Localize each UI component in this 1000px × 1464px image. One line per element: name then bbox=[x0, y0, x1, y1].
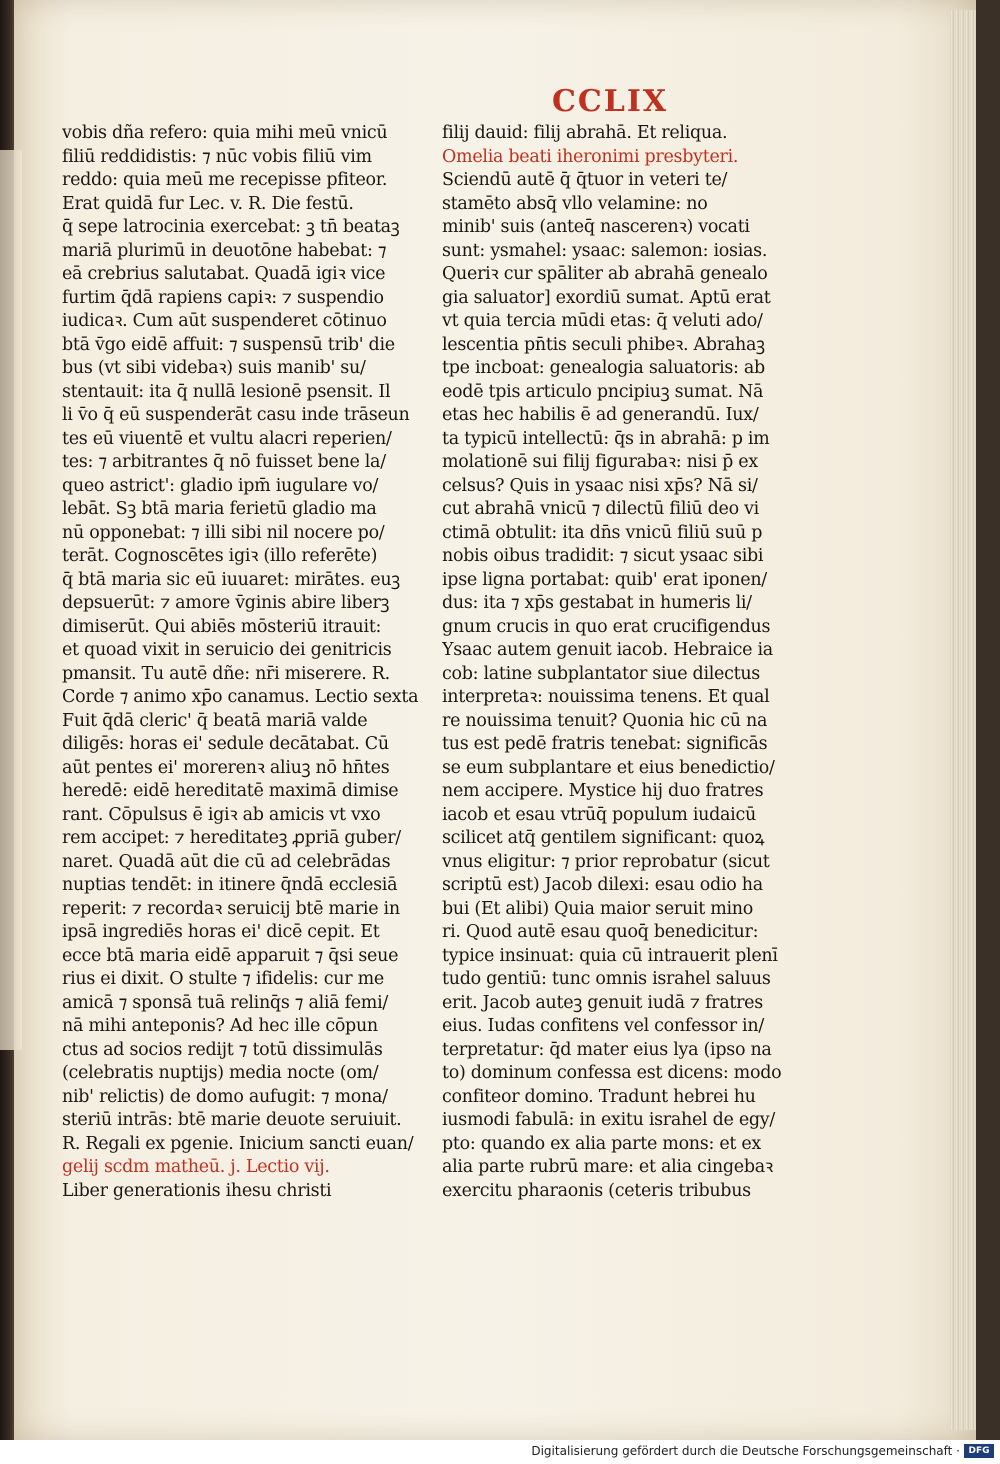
text-line: terāt. Cognoscētes igiꝛ (illo referēte) bbox=[62, 546, 378, 566]
text-line: sunt: ysmahel: ysaac: salemon: iosias. bbox=[442, 240, 768, 261]
text-line: q̄ btā maria sic eū iuuaret: mirātes. euꝫ bbox=[62, 569, 400, 590]
text-line: tus est pedē fratris tenebat: significās bbox=[442, 734, 768, 754]
text-line: amicā ⁊ sponsā tuā relinq̄s ⁊ aliā femi/ bbox=[62, 992, 388, 1013]
text-line: bus (vt sibi videbaꝛ) suis manib' su/ bbox=[62, 358, 366, 378]
text-line: vt quia tercia mūdi etas: q̄ veluti ado/ bbox=[442, 311, 763, 331]
text-line: gia saluator] exordiū sumat. Aptū erat bbox=[442, 287, 771, 308]
text-line: scilicet atq̄ gentilem significant: quoꝝ bbox=[442, 828, 765, 848]
text-line: queo astrict': gladio ipm̄ iugulare vo/ bbox=[62, 475, 379, 496]
text-line: celsus? Quis in ysaac nisi xp̄s? Nā si/ bbox=[442, 475, 758, 496]
text-line: lescentia pn̄tis seculi phibeꝛ. Abrahaꝫ bbox=[442, 334, 765, 355]
text-line: nib' relictis) de domo aufugit: ⁊ mona/ bbox=[62, 1086, 388, 1107]
text-line: heredē: eidē hereditatē maximā dimise bbox=[62, 781, 399, 801]
text-line: diligēs: horas ei' sedule decātabat. Cū bbox=[62, 734, 389, 754]
text-line: gnum crucis in quo erat crucifigendus bbox=[442, 616, 771, 637]
text-line: steriū intrās: btē marie deuote seruiuit. bbox=[62, 1110, 402, 1130]
text-line: interpretaꝛ: nouissima tenens. Et qual bbox=[442, 687, 770, 707]
text-line: etas hec habilis ē ad generandū. Iux/ bbox=[442, 405, 759, 425]
text-line: pto: quando ex alia parte mons: et ex bbox=[442, 1133, 761, 1154]
text-line: confiteor domino. Tradunt hebrei hu bbox=[442, 1086, 756, 1107]
text-line: et quoad vixit in seruicio dei genitricis bbox=[62, 640, 392, 660]
text-line: Corde ⁊ animo xp̄o canamus. Lectio sexta bbox=[62, 687, 419, 707]
text-line: minib' suis (anteq̄ nascerenꝛ) vocati bbox=[442, 217, 750, 237]
text-line: scriptū est) Jacob dilexi: esau odio ha bbox=[442, 875, 763, 895]
text-line: (celebratis nuptijs) media nocte (om/ bbox=[62, 1063, 379, 1083]
text-line: tpe incboat: genealogia saluatoris: ab bbox=[442, 358, 765, 378]
text-line: bui (Et alibi) Quia maior seruit mino bbox=[442, 898, 754, 919]
text-line: ctimā obtulit: ita dn̄s vnicū filiū suū p bbox=[442, 522, 763, 543]
text-line: molationē sui filij figurabaꝛ: nisi p̄ ex bbox=[442, 452, 758, 472]
text-line: aūt pentes ei' morerenꝛ aliuꝫ nō hn̄tes bbox=[62, 757, 390, 778]
text-line: cob: latine subplantator siue dilectus bbox=[442, 663, 760, 684]
text-line: rant. Cōpulsus ē igiꝛ ab amicis vt vxo bbox=[62, 804, 381, 825]
text-line: Liber generationis ihesu christi bbox=[62, 1180, 332, 1201]
text-line: nū opponebat: ⁊ illi sibi nil nocere po/ bbox=[62, 522, 385, 543]
text-line: nuptias tendēt: in itinere q̄ndā ecclesiā bbox=[62, 875, 398, 895]
text-line: depsuerūt: ⁊ amore v̄ginis abire liberꝫ bbox=[62, 593, 390, 613]
text-line: li v̄o q̄ eū suspenderāt casu inde trāseun bbox=[62, 405, 410, 425]
text-line: stamēto absq̄ vllo velamine: no bbox=[442, 193, 708, 214]
text-line: q̄ sepe latrocinia exercebat: ꝫ tn̄ beataꝫ bbox=[62, 217, 400, 237]
text-line: naret. Quadā aūt die cū ad celebrādas bbox=[62, 851, 391, 872]
footer-bar bbox=[0, 1440, 1000, 1464]
text-line: to) dominum confessa est dicens: modo bbox=[442, 1063, 782, 1083]
text-line: mariā plurimū in deuotōne habebat: ⁊ bbox=[62, 240, 387, 261]
text-line: se eum subplantare et eius benedictio/ bbox=[442, 757, 775, 778]
left-column bbox=[62, 122, 422, 1203]
text-line: rem accipet: ⁊ hereditateꝫ ꝓpriā guber/ bbox=[62, 828, 401, 848]
text-line: lebāt. Sꝫ btā maria ferietū gladio ma bbox=[62, 499, 377, 519]
text-line: ipse ligna portabat: quib' erat iponen/ bbox=[442, 569, 767, 590]
right-column bbox=[442, 122, 792, 1203]
previous-page-edge bbox=[0, 150, 22, 1050]
text-line: iusmodi fabulā: in exitu israhel de egy/ bbox=[442, 1110, 775, 1130]
text-line: eius. Iudas confitens vel confessor in/ bbox=[442, 1016, 764, 1036]
text-line: ecce btā maria eidē apparuit ⁊ q̄si seue bbox=[62, 945, 399, 966]
text-line: ipsā ingrediēs horas ei' dicē cepit. Et bbox=[62, 922, 380, 942]
text-line: erit. Jacob auteꝫ genuit iudā ⁊ fratres bbox=[442, 992, 763, 1013]
text-line: rius ei dixit. O stulte ⁊ ifidelis: cur me bbox=[62, 969, 384, 989]
text-line: tudo gentiū: tunc omnis israhel saluus bbox=[442, 969, 771, 989]
text-line: ri. Quod autē esau quoq̄ benedicitur: bbox=[442, 922, 759, 942]
text-line: R. Regali ex pgenie. Inicium sancti euan/ bbox=[62, 1133, 414, 1154]
text-line: Fuit q̄dā cleric' q̄ beatā mariā valde bbox=[62, 710, 368, 731]
funding-credit: Digitalisierung gefördert durch die Deutsche Forschungsgemeinschaft · bbox=[531, 1444, 960, 1458]
text-line: filij dauid: filij abrahā. Et reliqua. bbox=[442, 123, 728, 143]
text-line: ctus ad socios redijt ⁊ totū dissimulās bbox=[62, 1039, 383, 1060]
text-line: alia parte rubrū mare: et alia cingebaꝛ bbox=[442, 1157, 773, 1177]
text-line: vnus eligitur: ⁊ prior reprobatur (sicut bbox=[442, 851, 770, 872]
text-line: eā crebrius salutabat. Quadā igiꝛ vice bbox=[62, 264, 386, 284]
text-line: stentauit: ita q̄ nullā lesionē psensit. Il bbox=[62, 381, 391, 402]
text-line: cut abrahā vnicū ⁊ dilectū filiū deo vi bbox=[442, 499, 759, 519]
text-line: furtim q̄dā rapiens capiꝛ: ⁊ suspendio bbox=[62, 287, 384, 308]
text-line: btā v̄go eidē affuit: ⁊ suspensū trib' die bbox=[62, 334, 395, 355]
text-line: ta typicū intellectū: q̄s in abrahā: p im bbox=[442, 428, 770, 449]
text-line: exercitu pharaonis (ceteris tribubus bbox=[442, 1180, 751, 1201]
text-line: reddo: quia meū me recepisse pfiteor. bbox=[62, 170, 388, 190]
text-line: dimiserūt. Qui abiēs mōsteriū itrauit: bbox=[62, 616, 382, 637]
text-line: Queriꝛ cur spāliter ab abrahā genealo bbox=[442, 264, 768, 284]
text-line: typice insinuat: quia cū intrauerit plenī bbox=[442, 945, 778, 966]
text-line: re nouissima tenuit? Quonia hic cū na bbox=[442, 710, 768, 731]
text-line: gelij scdm matheū. j. Lectio vij. bbox=[62, 1157, 330, 1177]
text-line: reperit: ⁊ recordaꝛ seruicij btē marie in bbox=[62, 898, 400, 919]
text-line: eodē tpis articulo pncipiuꝫ sumat. Nā bbox=[442, 381, 764, 402]
text-line: vobis dña refero: quia mihi meū vnicū bbox=[62, 123, 388, 143]
text-line: dus: ita ⁊ xp̄s gestabat in humeris li/ bbox=[442, 593, 752, 613]
text-line: nā mihi anteponis? Ad hec ille cōpun bbox=[62, 1016, 378, 1036]
text-line: filiū reddidistis: ⁊ nūc vobis filiū vim bbox=[62, 146, 372, 167]
page-edges bbox=[950, 10, 976, 1430]
text-line: terpretatur: q̄d mater eius lya (ipso na bbox=[442, 1039, 772, 1060]
text-line: nobis oibus tradidit: ⁊ sicut ysaac sibi bbox=[442, 546, 764, 566]
text-line: Erat quidā fur Lec. v. R. Die festū. bbox=[62, 193, 354, 214]
text-line: tes eū viuentē et vultu alacri reperien/ bbox=[62, 428, 392, 449]
text-line: Omelia beati iheronimi presbyteri. bbox=[442, 146, 739, 167]
text-line: Ysaac autem genuit iacob. Hebraice ia bbox=[442, 640, 773, 660]
dfg-logo: DFG bbox=[964, 1444, 994, 1458]
text-line: nem accipere. Mystice hij duo fratres bbox=[442, 781, 764, 801]
book-page bbox=[14, 0, 976, 1440]
text-line: Sciendū autē q̄ q̄tuor in veteri te/ bbox=[442, 170, 728, 190]
text-line: tes: ⁊ arbitrantes q̄ nō fuisset bene la/ bbox=[62, 452, 386, 472]
text-line: pmansit. Tu autē dñe: nr̄i miserere. R. bbox=[62, 663, 390, 684]
text-line: iacob et esau vtrūq̄ populum iudaicū bbox=[442, 804, 756, 825]
text-line: iudicaꝛ. Cum aūt suspenderet cōtinuo bbox=[62, 311, 387, 331]
folio-number: CCLIX bbox=[552, 84, 669, 119]
